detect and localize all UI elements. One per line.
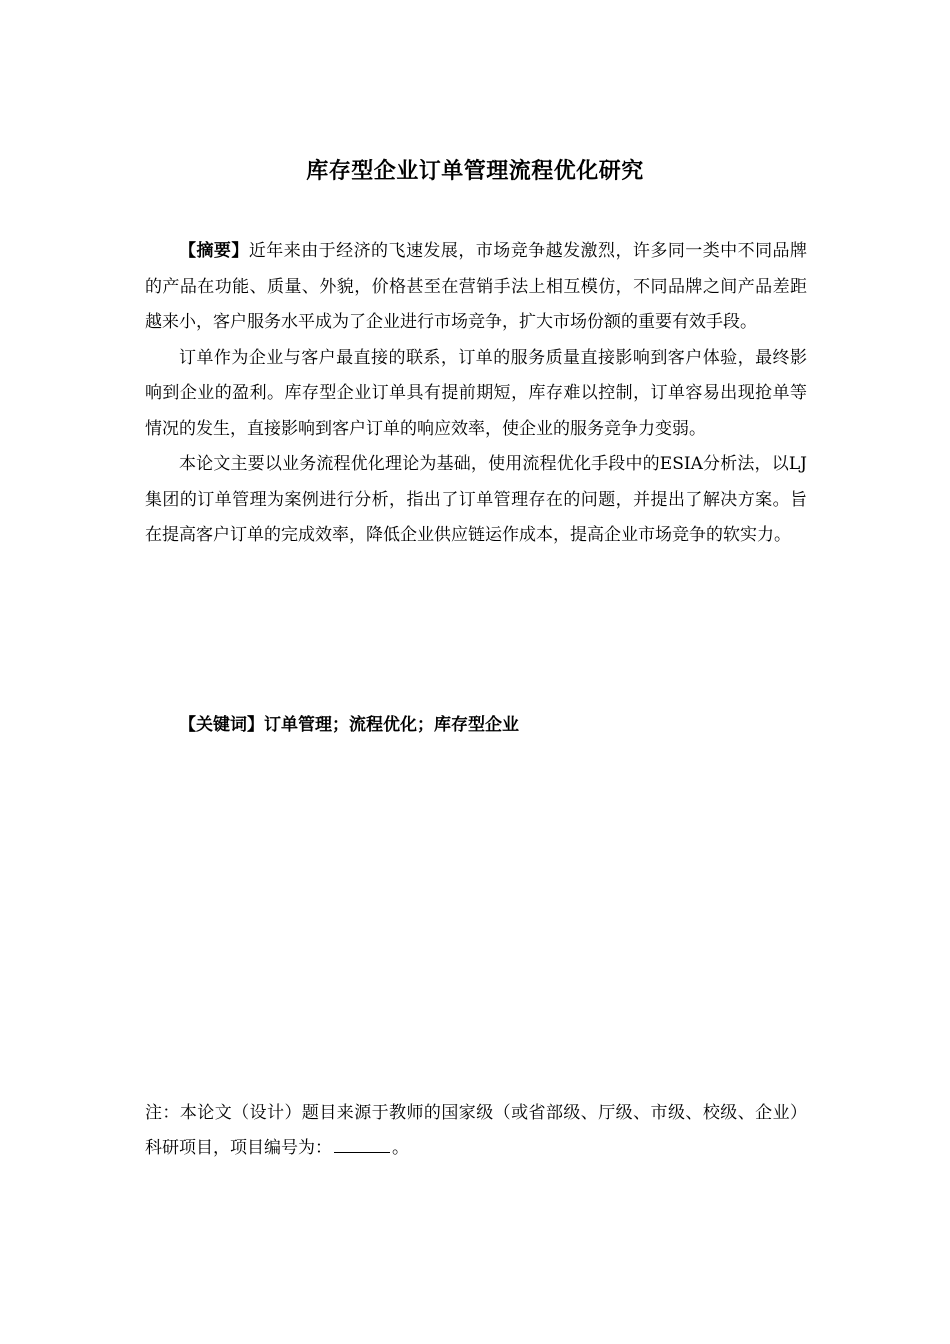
project-number-blank bbox=[334, 1134, 390, 1153]
paper-title: 库存型企业订单管理流程优化研究 bbox=[306, 159, 644, 184]
abstract-paragraph bbox=[145, 341, 807, 448]
keywords-label: 【关键词】 bbox=[179, 715, 264, 735]
abstract-paragraph-text: 订单作为企业与客户最直接的联系，订单的服务质量直接影响到客户体验，最终影响到企业的盈利。库存型企业订单具有提前期短，库存难以控制，订单容易出现抢单等情况的发生，直接影响到客户订单的响应效率，使企业的服务竞争力变弱。 bbox=[145, 347, 807, 439]
abstract-paragraph bbox=[145, 234, 807, 341]
abstract-paragraph-text: 本论文主要以业务流程优化理论为基础，使用流程优化手段中的ESIA分析法，以LJ集团的订单管理为案例进行分析，指出了订单管理存在的问题，并提出了解决方案。旨在提高客户订单的完成效率，降低企业供应链运作成本，提高企业市场竞争的软实力。 bbox=[145, 454, 807, 545]
abstract-label: 【摘要】 bbox=[179, 241, 249, 261]
keywords-text: 订单管理；流程优化；库存型企业 bbox=[264, 715, 519, 735]
note-suffix: 。 bbox=[392, 1138, 409, 1158]
abstract-section bbox=[145, 234, 807, 554]
keywords-line bbox=[179, 708, 519, 743]
abstract-paragraph-text: 近年来由于经济的飞速发展，市场竞争越发激烈，许多同一类中不同品牌的产品在功能、质量、外貌，价格甚至在营销手法上相互模仿，不同品牌之间产品差距越来小，客户服务水平成为了企业进行市场竞争，扩大市场份额的重要有效手段。 bbox=[145, 241, 808, 332]
abstract-paragraph bbox=[145, 447, 807, 554]
project-source-note bbox=[145, 1096, 807, 1166]
note-text: 注：本论文（设计）题目来源于教师的国家级（或省部级、厅级、市级、校级、企业）科研项目，项目编号为： bbox=[145, 1103, 807, 1158]
